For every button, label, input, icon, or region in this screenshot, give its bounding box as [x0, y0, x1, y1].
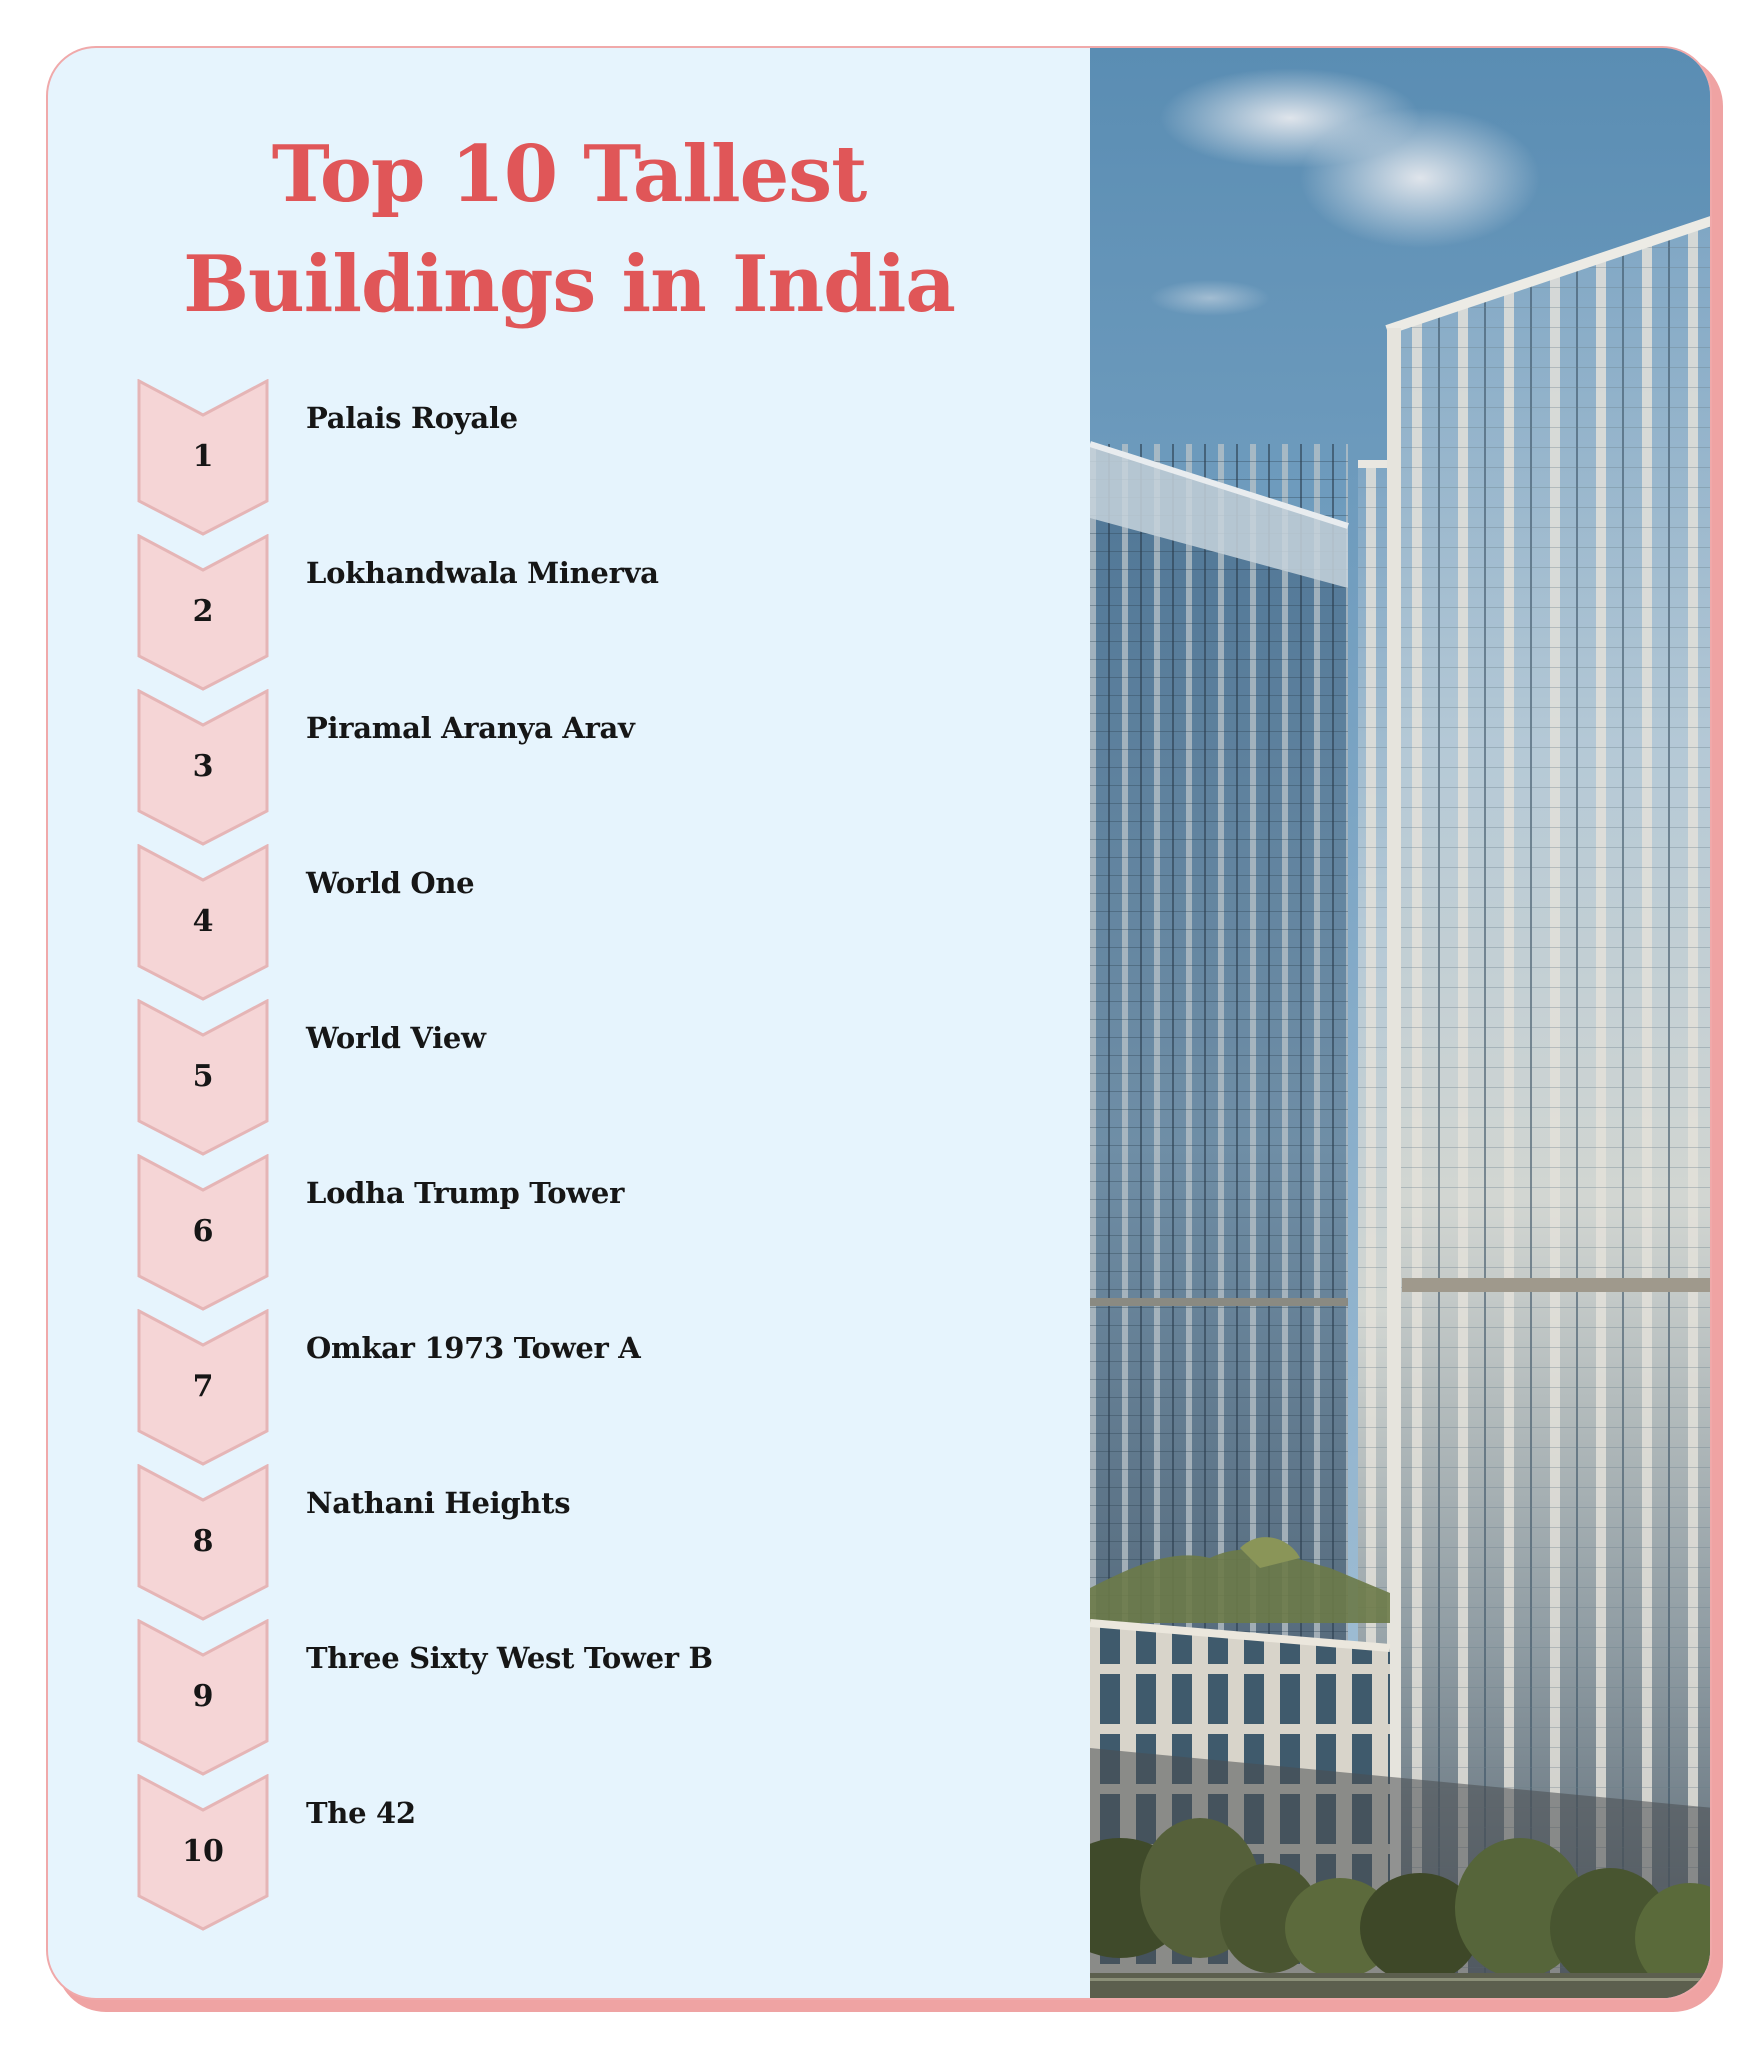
infographic-card: [46, 46, 1712, 2000]
rank-number: 10: [182, 1834, 224, 1869]
glass-skyscrapers-photo: [1090, 48, 1712, 1998]
rank-number: 6: [192, 1214, 214, 1249]
title-line-1: Top 10 Tallest: [271, 129, 867, 220]
list-item: [48, 534, 1048, 689]
building-name: Lokhandwala Minerva: [306, 556, 659, 590]
skyscraper-illustration: [1090, 48, 1712, 1998]
rank-number: 8: [192, 1524, 214, 1559]
list-item: [48, 844, 1048, 999]
building-name: Piramal Aranya Arav: [306, 711, 635, 745]
list-item: [48, 1154, 1048, 1309]
building-name: World View: [306, 1021, 486, 1055]
building-name: Lodha Trump Tower: [306, 1176, 625, 1210]
rank-number: 1: [192, 439, 214, 474]
rank-number: 3: [192, 749, 214, 784]
list-item: [48, 999, 1048, 1154]
list-item: [48, 1309, 1048, 1464]
list-item: [48, 1774, 1048, 1929]
building-name: Nathani Heights: [306, 1486, 571, 1520]
title-line-2: Buildings in India: [183, 239, 955, 330]
rank-number: 4: [192, 904, 214, 939]
building-name: Omkar 1973 Tower A: [306, 1331, 641, 1365]
list-item: [48, 1464, 1048, 1619]
list-item: [48, 1619, 1048, 1774]
building-name: The 42: [306, 1796, 416, 1830]
building-name: Three Sixty West Tower B: [306, 1641, 713, 1675]
list-item: [48, 689, 1048, 844]
rank-number: 7: [192, 1369, 214, 1404]
list-panel: [48, 48, 1090, 1998]
rank-number: 5: [192, 1059, 214, 1094]
rank-number: 9: [192, 1679, 214, 1714]
list-item: [48, 379, 1048, 534]
building-name: World One: [306, 866, 475, 900]
ranking-list: [48, 48, 1090, 1998]
rank-number: 2: [192, 594, 214, 629]
building-name: Palais Royale: [306, 401, 518, 435]
